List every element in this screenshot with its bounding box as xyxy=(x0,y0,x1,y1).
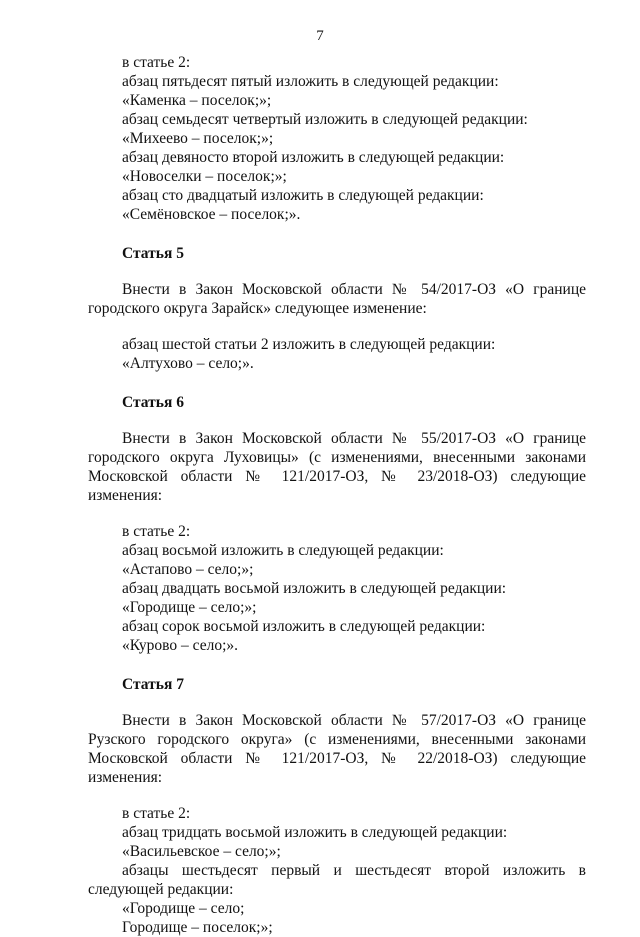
text-line: абзац сто двадцатый изложить в следующей редакции: xyxy=(122,187,484,204)
text-line: «Новоселки – поселок;»; xyxy=(122,168,287,185)
article-5-heading: Статья 5 xyxy=(122,245,184,262)
text-line: абзац шестой статьи 2 изложить в следующей редакции: xyxy=(122,336,496,353)
text-line: абзац тридцать восьмой изложить в следующей редакции: xyxy=(122,824,508,841)
text-line: «Астапово – село;»; xyxy=(122,561,254,578)
section-intro: в статье 2: xyxy=(122,523,191,540)
text-line: абзац девяносто второй изложить в следующей редакции: xyxy=(122,149,505,166)
text-line: абзац сорок восьмой изложить в следующей редакции: xyxy=(122,618,486,635)
text-line: «Городище – село;»; xyxy=(122,599,257,616)
text-line: абзац семьдесят четвертый изложить в следующей редакции: xyxy=(122,111,528,128)
article-5-paragraph: Внести в Закон Московской области № 54/2017-ОЗ «О границе городского округа Зарайск» следующее изменение: xyxy=(88,281,586,317)
text-line: «Михеево – поселок;»; xyxy=(122,130,274,147)
article-7-paragraph: Внести в Закон Московской области № 57/2017-ОЗ «О границе Рузского городского округа» (с изменениями, внесенными законами Московской области № 121/2017-ОЗ, № 22/2018-ОЗ) следующие изменения: xyxy=(88,712,586,786)
article-6-heading: Статья 6 xyxy=(122,394,184,411)
document-body xyxy=(88,53,586,937)
text-line: «Семёновское – поселок;». xyxy=(122,206,301,223)
text-line: Городище – поселок;»; xyxy=(122,919,273,936)
text-line: «Алтухово – село;». xyxy=(122,355,254,372)
article-7-paragraph-2: абзацы шестьдесят первый и шестьдесят второй изложить в следующей редакции: xyxy=(88,862,586,898)
section-intro: в статье 2: xyxy=(122,805,191,822)
text-line: абзац восьмой изложить в следующей редакции: xyxy=(122,542,444,559)
section-intro: в статье 2: xyxy=(122,54,191,71)
article-7-heading: Статья 7 xyxy=(122,676,184,693)
text-line: абзац двадцать восьмой изложить в следующей редакции: xyxy=(122,580,507,597)
text-line: «Курово – село;». xyxy=(122,637,239,654)
article-6-paragraph: Внести в Закон Московской области № 55/2017-ОЗ «О границе городского округа Луховицы» (с изменениями, внесенными законами Московской области № 121/2017-ОЗ, № 23/2018-ОЗ) следующие изменения: xyxy=(88,430,586,504)
page-number: 7 xyxy=(316,28,324,44)
text-line: «Городище – село; xyxy=(122,900,245,917)
text-line: «Каменка – поселок;»; xyxy=(122,92,272,109)
text-line: «Васильевское – село;»; xyxy=(122,843,281,860)
text-line: абзац пятьдесят пятый изложить в следующей редакции: xyxy=(122,73,499,90)
